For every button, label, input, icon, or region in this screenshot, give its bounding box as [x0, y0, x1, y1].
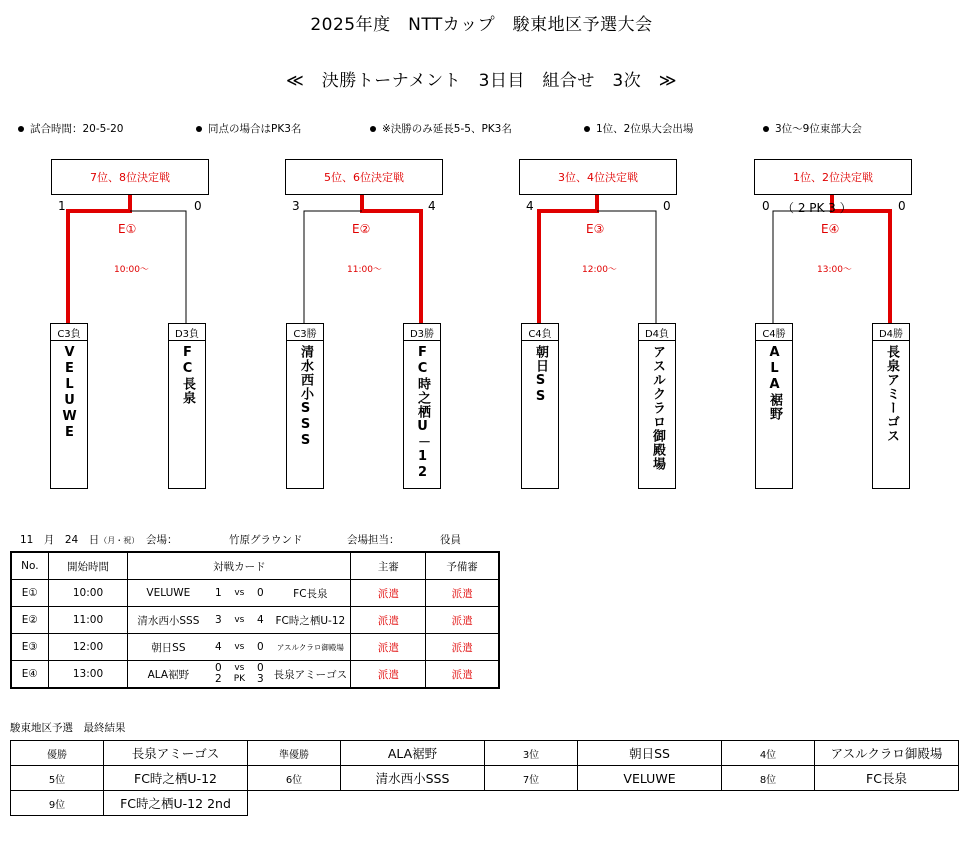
final-results-label: 駿東地区予選 最終結果 — [10, 722, 126, 734]
bracket-2-lines — [304, 193, 421, 323]
team-box — [638, 340, 676, 489]
header-time: 開始時間 — [48, 552, 128, 580]
match-title-box: 5位、6位決定戦 — [285, 159, 443, 195]
team-name: 朝日SS — [533, 345, 548, 405]
match-time: 13:00～ — [817, 265, 852, 275]
match-time: 12:00～ — [582, 265, 617, 275]
header-no: No. — [11, 552, 48, 580]
team-box — [755, 340, 793, 489]
rule-item: 同点の場合はPK3名 — [196, 121, 301, 136]
match-code: E② — [352, 222, 371, 236]
team-box — [168, 340, 206, 489]
table-row: 優勝 長泉アミーゴス 準優勝 ALA裾野 3位 朝日SS 4位 アスルクラロ御殿場 — [11, 741, 959, 766]
bracket-3-lines — [539, 193, 656, 323]
match-code: E④ — [821, 222, 840, 236]
slot-label: C3負 — [50, 323, 88, 340]
match-time: 10:00～ — [114, 265, 149, 275]
slot-label: C3勝 — [286, 323, 324, 340]
score-right: 4 — [428, 199, 436, 213]
team-name: ALA裾野 — [767, 345, 782, 421]
slot-label: C4負 — [521, 323, 559, 340]
winner-line — [539, 193, 597, 323]
score-right: 0 — [194, 199, 202, 213]
venue-value: 竹原グラウンド — [229, 534, 303, 546]
score-right: 0 — [663, 199, 671, 213]
table-row: E④ 13:00 ALA裾野 0 2 vs PK 0 3 長泉アミーゴス 派遣 派遣 — [11, 661, 499, 689]
team-box — [403, 340, 441, 489]
schedule-table — [10, 551, 500, 689]
staff-label: 会場担当： — [347, 534, 400, 546]
venue-label: 会場： — [146, 534, 178, 546]
table-row: E③ 12:00 朝日SS 4 vs 0 アスルクラロ御殿場 派遣 派遣 — [11, 634, 499, 661]
team-name: 長泉アミーゴス — [884, 345, 899, 443]
rule-item: 1位、2位県大会出場 — [584, 121, 693, 136]
pk-score: （ 2 PK 3 ） — [782, 201, 852, 215]
team-name: FC長泉 — [180, 345, 195, 405]
team-name: アスルクラロ御殿場 — [650, 345, 665, 471]
table-header-row — [11, 552, 499, 580]
rule-item: 試合時間：20-5-20 — [18, 121, 123, 136]
slot-label: D3勝 — [403, 323, 441, 340]
team-name: 清水西小SSS — [298, 345, 313, 449]
schedule-date: 11 月 24 日（月・祝） — [20, 534, 140, 546]
score-left: 0 — [762, 199, 770, 213]
score-left: 1 — [58, 199, 66, 213]
page-title: 2025年度 NTTカップ 駿東地区予選大会 — [310, 15, 653, 35]
slot-label: C4勝 — [755, 323, 793, 340]
match-title-box: 7位、8位決定戦 — [51, 159, 209, 195]
team-name: FC時之栖U－12 — [415, 345, 430, 481]
match-time: 11:00～ — [347, 265, 382, 275]
match-title-box: 1位、2位決定戦 — [754, 159, 912, 195]
team-box — [521, 340, 559, 489]
table-row: 5位 FC時之栖U-12 6位 清水西小SSS 7位 VELUWE 8位 FC長泉 — [11, 766, 959, 791]
slot-label: D3負 — [168, 323, 206, 340]
slot-label: D4負 — [638, 323, 676, 340]
rule-item: ※決勝のみ延長5-5、PK3名 — [370, 121, 512, 136]
score-left: 3 — [292, 199, 300, 213]
header-sub-referee: 予備審 — [426, 552, 499, 580]
final-results-table — [10, 740, 959, 816]
table-row: 9位 FC時之栖U-12 2nd — [11, 791, 959, 816]
match-title-box: 3位、4位決定戦 — [519, 159, 677, 195]
winner-line — [362, 193, 421, 323]
team-box — [872, 340, 910, 489]
score-right: 0 — [898, 199, 906, 213]
team-name: VELUWE — [62, 345, 77, 441]
team-box — [50, 340, 88, 489]
winner-line — [68, 193, 130, 323]
page-subtitle: ≪ 決勝トーナメント 3日目 組合せ 3次 ≫ — [285, 71, 678, 91]
header-card: 対戦カード — [128, 552, 351, 580]
header-referee: 主審 — [351, 552, 426, 580]
rule-item: 3位～9位東部大会 — [763, 121, 862, 136]
match-code: E③ — [586, 222, 605, 236]
match-code: E① — [118, 222, 137, 236]
score-left: 4 — [526, 199, 534, 213]
team-box — [286, 340, 324, 489]
bracket-1-lines — [68, 193, 186, 323]
slot-label: D4勝 — [872, 323, 910, 340]
staff-value: 役員 — [440, 534, 461, 546]
table-row: E① 10:00 VELUWE 1 vs 0 FC長泉 派遣 派遣 — [11, 580, 499, 607]
table-row: E② 11:00 清水西小SSS 3 vs 4 FC時之栖U-12 派遣 派遣 — [11, 607, 499, 634]
